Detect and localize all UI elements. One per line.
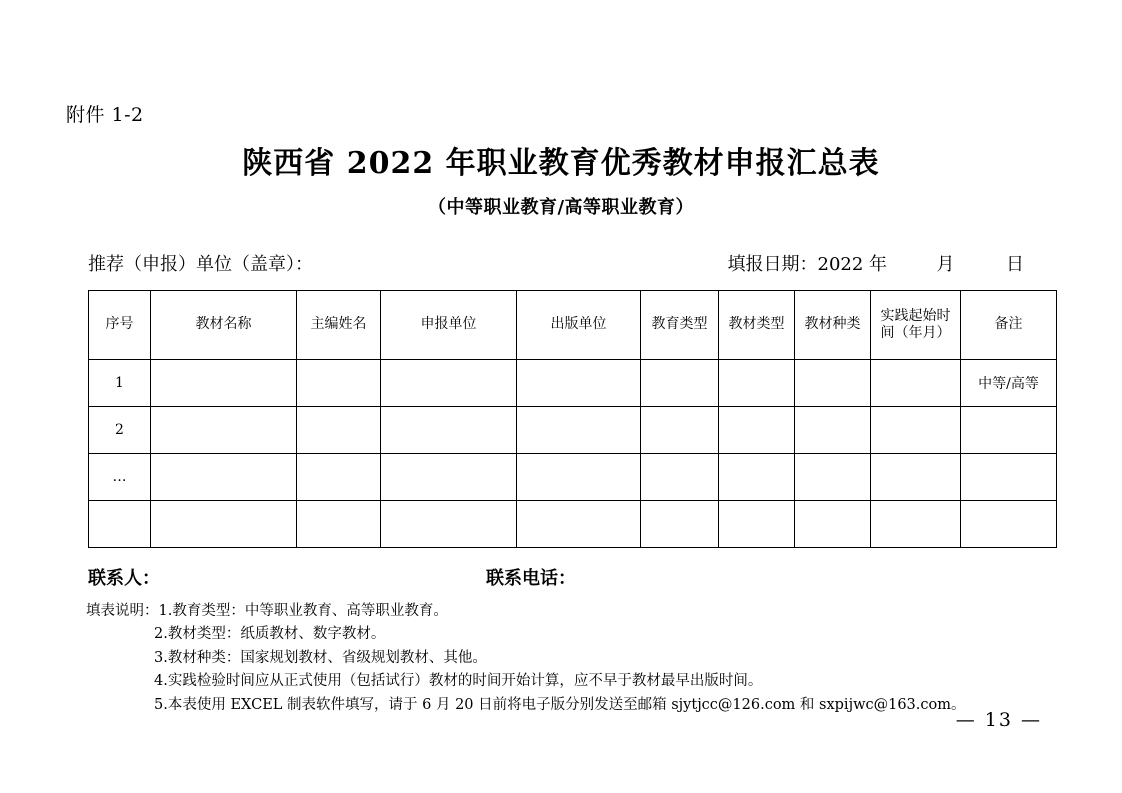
cell-practice-start[interactable]	[871, 360, 961, 407]
cell-material-type[interactable]	[719, 454, 795, 501]
instruction-line-4	[86, 670, 1046, 693]
cell-applicant-unit[interactable]	[381, 454, 517, 501]
cell-practice-start[interactable]	[871, 407, 961, 454]
cell-practice-start[interactable]	[871, 454, 961, 501]
instruction-line-1	[86, 600, 1046, 623]
cell-chief-editor[interactable]	[297, 501, 381, 548]
page-number: — 13 —	[955, 709, 1042, 731]
column-header-practice-start	[871, 291, 961, 360]
instruction-line-5	[86, 694, 1046, 717]
instruction-line-2	[86, 623, 1046, 646]
instruction-head: 填表说明：	[86, 603, 159, 619]
cell-publisher[interactable]	[517, 454, 641, 501]
cell-remark[interactable]: 中等/高等	[961, 360, 1057, 407]
report-date-month-label: 月	[936, 254, 955, 275]
report-date-day-label: 日	[1006, 254, 1024, 275]
instruction-text-4: 4.实践检验时间应从正式使用（包括试行）教材的时间开始计算，应不早于教材最早出版时间。	[154, 673, 763, 690]
column-header-material-kind: 教材种类	[795, 291, 871, 360]
cell-publisher[interactable]	[517, 360, 641, 407]
form-instructions	[86, 600, 1046, 717]
cell-seq	[89, 501, 151, 548]
cell-seq: 1	[89, 360, 151, 407]
column-header-textbook-name: 教材名称	[151, 291, 297, 360]
column-header-remark: 备注	[961, 291, 1057, 360]
cell-education-type[interactable]	[641, 407, 719, 454]
cell-chief-editor[interactable]	[297, 454, 381, 501]
cell-remark[interactable]	[961, 454, 1057, 501]
cell-material-type[interactable]	[719, 501, 795, 548]
practice-start-line1: 实践起始时	[880, 307, 951, 324]
report-date-prefix: 填报日期：2022 年	[727, 254, 888, 275]
cell-education-type[interactable]	[641, 501, 719, 548]
cell-textbook-name[interactable]	[151, 360, 297, 407]
column-header-seq: 序号	[89, 291, 151, 360]
column-header-applicant-unit: 申报单位	[381, 291, 517, 360]
column-header-publisher: 出版单位	[517, 291, 641, 360]
contact-phone-label: 联系电话：	[486, 568, 576, 589]
cell-applicant-unit[interactable]	[381, 407, 517, 454]
column-header-chief-editor: 主编姓名	[297, 291, 381, 360]
column-header-material-type: 教材类型	[719, 291, 795, 360]
cell-remark[interactable]	[961, 407, 1057, 454]
meta-row	[88, 250, 1034, 274]
cell-material-type[interactable]	[719, 407, 795, 454]
cell-material-kind[interactable]	[795, 501, 871, 548]
table-row	[89, 360, 1057, 407]
instruction-text-1: 1.教育类型：中等职业教育、高等职业教育。	[158, 603, 448, 619]
table-row	[89, 501, 1057, 548]
contact-person-label: 联系人：	[88, 568, 160, 589]
reporting-unit-label: 推荐（申报）单位（盖章）：	[88, 254, 313, 275]
page-subtitle: （中等职业教育/高等职业教育）	[427, 197, 695, 218]
cell-material-kind[interactable]	[795, 454, 871, 501]
cell-material-kind[interactable]	[795, 360, 871, 407]
practice-start-line2: 间（年月）	[880, 325, 951, 341]
column-header-education-type: 教育类型	[641, 291, 719, 360]
instruction-text-2: 2.教材类型：纸质教材、数字教材。	[154, 626, 386, 643]
cell-education-type[interactable]	[641, 360, 719, 407]
instruction-line-3	[86, 647, 1046, 670]
cell-remark[interactable]	[961, 501, 1057, 548]
cell-chief-editor[interactable]	[297, 360, 381, 407]
table-row	[89, 407, 1057, 454]
cell-applicant-unit[interactable]	[381, 360, 517, 407]
attachment-label: 附件 1-2	[66, 104, 144, 126]
cell-applicant-unit[interactable]	[381, 501, 517, 548]
cell-textbook-name[interactable]	[151, 501, 297, 548]
cell-publisher[interactable]	[517, 407, 641, 454]
cell-education-type[interactable]	[641, 454, 719, 501]
cell-seq: …	[89, 454, 151, 501]
submission-table	[88, 290, 1057, 548]
cell-material-type[interactable]	[719, 360, 795, 407]
cell-material-kind[interactable]	[795, 407, 871, 454]
report-date-group	[728, 250, 1024, 276]
cell-textbook-name[interactable]	[151, 454, 297, 501]
page-title: 陕西省 2022 年职业教育优秀教材申报汇总表	[242, 146, 880, 181]
cell-chief-editor[interactable]	[297, 407, 381, 454]
cell-textbook-name[interactable]	[151, 407, 297, 454]
table-header-row	[89, 291, 1057, 360]
cell-publisher[interactable]	[517, 501, 641, 548]
cell-seq: 2	[89, 407, 151, 454]
cell-practice-start[interactable]	[871, 501, 961, 548]
instruction-text-5: 5.本表使用 EXCEL 制表软件填写，请于 6 月 20 日前将电子版分别发送至邮箱 sjytjcc@126.com 和 sxpijwc@163.com。	[154, 696, 966, 713]
table-row	[89, 454, 1057, 501]
instruction-text-3: 3.教材种类：国家规划教材、省级规划教材、其他。	[154, 649, 487, 666]
